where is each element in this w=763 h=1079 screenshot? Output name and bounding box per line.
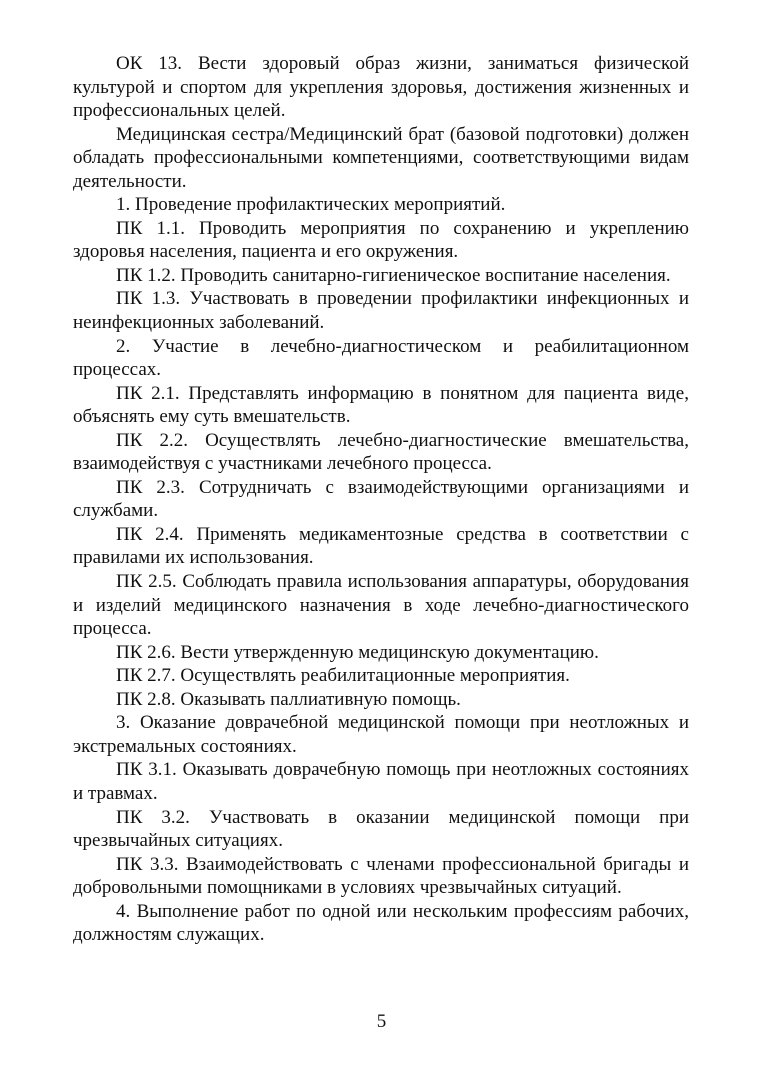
paragraph-section-4: 4. Выполнение работ по одной или нескольким профессиям рабочих, должностям служащих. xyxy=(73,900,689,946)
paragraph-pk-3-2: ПК 3.2. Участвовать в оказании медицинской помощи при чрезвычайных ситуациях. xyxy=(73,806,689,852)
paragraph-pk-2-4: ПК 2.4. Применять медикаментозные средства в соответствии с правилами их использования. xyxy=(73,523,689,569)
paragraph-pk-2-7: ПК 2.7. Осуществлять реабилитационные мероприятия. xyxy=(116,665,570,687)
paragraph-section-2: 2. Участие в лечебно-диагностическом и реабилитационном процессах. xyxy=(73,335,689,381)
paragraph-pk-1-3: ПК 1.3. Участвовать в проведении профилактики инфекционных и неинфекционных заболеваний. xyxy=(73,288,689,334)
paragraph-section-3: 3. Оказание доврачебной медицинской помощи при неотложных и экстремальных состояниях. xyxy=(73,712,689,757)
paragraph-section-1: 1. Проведение профилактических мероприятий. xyxy=(116,194,506,216)
page-number: 5 xyxy=(376,1011,387,1032)
paragraph-pk-2-5: ПК 2.5. Соблюдать правила использования аппаратуры, оборудования и изделий медицинского назначения в ходе лечебно-диагностического процесса. xyxy=(73,571,689,640)
paragraph-pk-2-8: ПК 2.8. Оказывать паллиативную помощь. xyxy=(116,688,461,710)
page-body xyxy=(73,52,689,947)
paragraph-pk-3-1: ПК 3.1. Оказывать доврачебную помощь при неотложных состояниях и травмах. xyxy=(73,759,689,804)
paragraph-pk-2-3: ПК 2.3. Сотрудничать с взаимодействующими организациями и службами. xyxy=(73,476,689,522)
paragraph-pk-2-6: ПК 2.6. Вести утвержденную медицинскую документацию. xyxy=(116,641,599,663)
paragraph-pk-2-2: ПК 2.2. Осуществлять лечебно-диагностические вмешательства, взаимодействуя с участниками лечебного процесса. xyxy=(73,429,689,475)
paragraph-pk-1-1: ПК 1.1. Проводить мероприятия по сохранению и укреплению здоровья населения, пациента и его окружения. xyxy=(73,217,689,263)
paragraph-pk-1-2: ПК 1.2. Проводить санитарно-гигиеническое воспитание населения. xyxy=(116,264,671,286)
paragraph-ok13: ОК 13. Вести здоровый образ жизни, заниматься физической культурой и спортом для укрепления здоровья, достижения жизненных и профессиональных целей. xyxy=(73,53,689,122)
paragraph-pk-2-1: ПК 2.1. Представлять информацию в понятном для пациента виде, объяснять ему суть вмешательств. xyxy=(73,382,689,428)
paragraph-competencies-intro: Медицинская сестра/Медицинский брат (базовой подготовки) должен обладать профессиональными компетенциями, соответствующими видам деятельности. xyxy=(73,123,689,192)
paragraph-pk-3-3: ПК 3.3. Взаимодействовать с членами профессиональной бригады и добровольными помощниками в условиях чрезвычайных ситуаций. xyxy=(73,853,689,899)
